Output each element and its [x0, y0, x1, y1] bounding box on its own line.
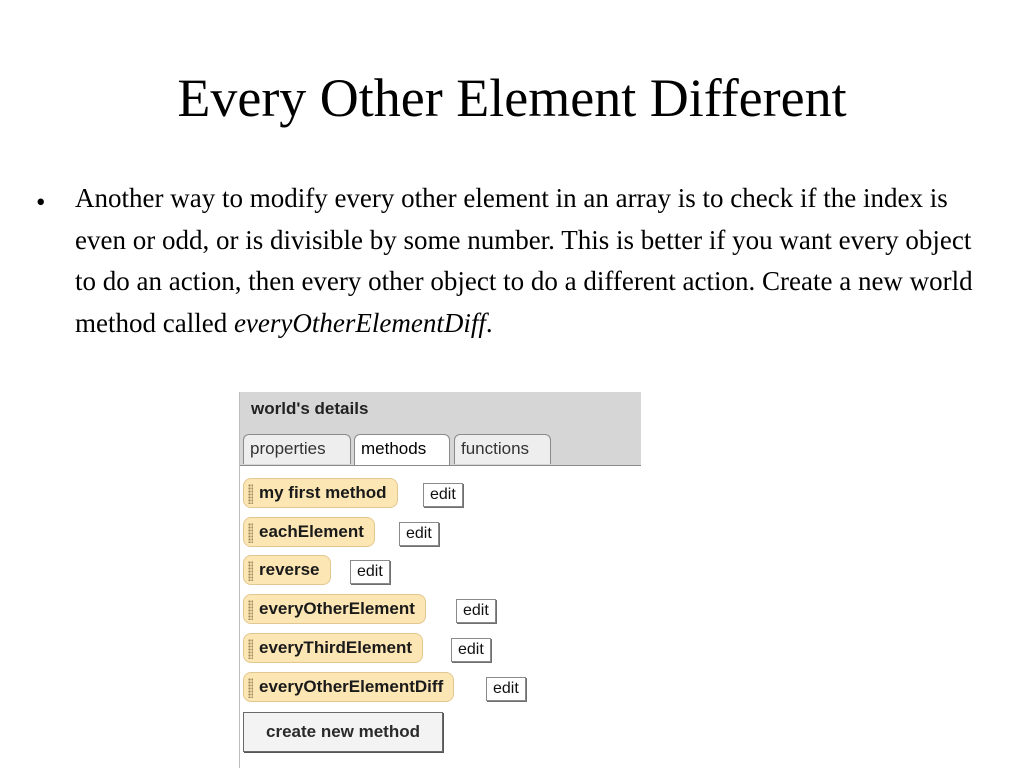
drag-grip-icon[interactable] [248, 484, 253, 504]
bullet-text-end: . [485, 307, 493, 338]
edit-button[interactable]: edit [350, 560, 390, 584]
tab-methods[interactable]: methods [354, 434, 450, 465]
slide-title: Every Other Element Different [177, 68, 847, 128]
create-new-method-button[interactable]: create new method [243, 712, 443, 752]
bullet-text-main: Another way to modify every other element in an array is to check if the index is even or odd, or is divisible by some number. This is better if you want every object to do an action, then every other object to do a different action. Create a new world method called [75, 183, 973, 338]
edit-button[interactable]: edit [423, 483, 463, 507]
method-tile[interactable] [243, 633, 423, 663]
panel-header [240, 392, 641, 465]
method-name: eachElement [259, 522, 364, 541]
edit-button[interactable]: edit [451, 638, 491, 662]
method-tile[interactable] [243, 594, 426, 624]
method-name: my first method [259, 483, 387, 502]
edit-button[interactable]: edit [456, 599, 496, 623]
drag-grip-icon[interactable] [248, 678, 253, 698]
method-tile[interactable] [243, 478, 398, 508]
method-name: reverse [259, 560, 320, 579]
panel-title: world's details [251, 399, 369, 418]
tab-divider [240, 465, 641, 466]
method-name: everyOtherElementDiff [259, 677, 444, 696]
drag-grip-icon[interactable] [248, 600, 253, 620]
method-tile[interactable] [243, 555, 331, 585]
edit-button[interactable]: edit [486, 677, 526, 701]
method-name-italic: everyOtherElementDiff [233, 307, 486, 338]
tab-properties[interactable]: properties [243, 434, 351, 464]
method-name: everyThirdElement [259, 638, 413, 657]
bullet-marker: • [36, 187, 46, 217]
drag-grip-icon[interactable] [248, 561, 253, 581]
method-tile[interactable] [243, 672, 454, 702]
edit-button[interactable]: edit [399, 522, 439, 546]
world-details-panel [239, 392, 641, 768]
method-tile[interactable] [243, 517, 375, 547]
drag-grip-icon[interactable] [248, 639, 253, 659]
drag-grip-icon[interactable] [248, 523, 253, 543]
bullet-text [75, 178, 980, 344]
tab-functions[interactable]: functions [454, 434, 551, 464]
method-name: everyOtherElement [259, 599, 415, 618]
